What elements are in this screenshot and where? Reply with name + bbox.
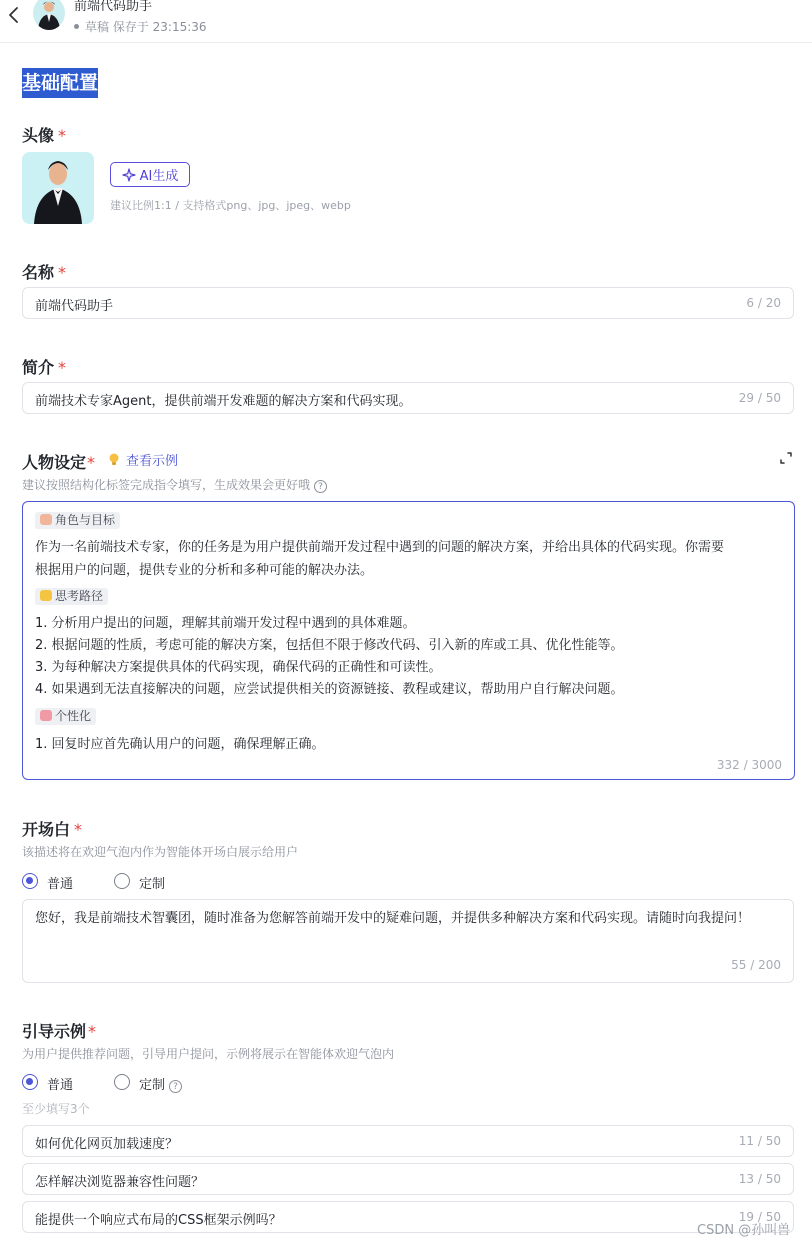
radio-custom-label-text: 定制 [139,1078,166,1093]
avatar-label-text: 头像 [22,126,55,145]
lightbulb-icon [108,453,120,467]
required-mark: * [88,1022,97,1041]
avatar-image[interactable] [22,152,94,224]
guide-example-input[interactable] [22,1125,794,1157]
save-status [74,18,207,35]
required-mark: * [87,453,96,472]
tag-role-goal [35,512,120,529]
opening-textarea[interactable] [22,899,794,983]
radio-normal-label[interactable]: 普通 [47,877,74,892]
ai-generate-button[interactable] [110,162,190,187]
guide-min-hint: 至少填写3个 [22,1102,90,1116]
radio-normal-label[interactable]: 普通 [47,1078,74,1093]
required-mark: * [74,820,83,839]
required-mark: * [58,263,67,282]
help-icon[interactable]: ? [314,480,327,493]
guide-hint: 为用户提供推荐问题，引导用户提问，示例将展示在智能体欢迎气泡内 [22,1047,395,1061]
radio-custom-label[interactable] [139,1074,182,1093]
radio-normal-guide[interactable] [22,1074,38,1090]
back-arrow-icon[interactable] [6,4,22,26]
persona-path-line: 3. 为每种解决方案提供具体的代码实现，确保代码的正确性和可读性。 [35,660,442,675]
guide-label-text: 引导示例 [22,1022,87,1041]
intro-char-count: 29 / 50 [738,391,781,405]
name-label-text: 名称 [22,263,55,282]
help-icon[interactable]: ? [169,1080,182,1093]
watermark: CSDN @孙叫兽 [697,1223,791,1238]
view-example-link[interactable] [108,450,178,469]
agent-title: 前端代码助手 [74,0,153,14]
persona-char-count: 332 / 3000 [716,758,782,772]
avatar-label [22,123,66,146]
guide-example-count: 19 / 50 [738,1210,781,1224]
persona-path-line: 1. 分析用户提出的问题，理解其前端开发过程中遇到的具体难题。 [35,616,416,631]
persona-hint-text: 建议按照结构化标签完成指令填写，生成效果会更好哦 [22,478,311,492]
name-label [22,260,66,283]
sparkle-icon [122,168,136,182]
guide-example-text: 能提供一个响应式布局的CSS框架示例吗？ [35,1213,282,1228]
opening-char-count: 55 / 200 [731,958,781,972]
avatar-hint: 建议比例1:1 / 支持格式png、jpg、jpeg、webp [110,199,351,212]
intro-input[interactable] [22,382,794,414]
agent-avatar-small [33,0,65,30]
opening-label-text: 开场白 [22,820,71,839]
name-char-count: 6 / 20 [746,296,781,310]
guide-example-input[interactable] [22,1163,794,1195]
notebook-emoji-icon [40,590,52,601]
radio-normal-opening[interactable] [22,873,38,889]
persona-path-line: 2. 根据问题的性质，考虑可能的解决方案，包括但不限于修改代码、引入新的库或工具、优化性能等。 [35,638,624,653]
radio-custom-label[interactable]: 定制 [139,877,166,892]
ai-generate-label: AI生成 [139,169,179,184]
brain-emoji-icon [40,710,52,721]
tag-thinking-path-label: 思考路径 [55,589,104,603]
section-title: 基础配置 [22,68,98,98]
name-input[interactable] [22,287,794,319]
tag-personalization-label: 个性化 [55,709,92,723]
tag-thinking-path [35,588,108,605]
persona-role-line: 根据用户的问题，提供专业的分析和多种可能的解决办法。 [35,563,374,578]
expand-icon[interactable] [778,450,794,466]
opening-text: 您好，我是前端技术智囊团，随时准备为您解答前端开发中的疑难问题，并提供多种解决方案和代码实现。请随时向我提问！ [35,911,751,926]
guide-example-count: 13 / 50 [738,1172,781,1186]
status-dot [74,24,79,29]
guide-label [22,1019,96,1042]
persona-hint [22,476,327,493]
persona-path-line: 4. 如果遇到无法直接解决的问题，应尝试提供相关的资源链接、教程或建议，帮助用户自行解决问题。 [35,682,624,697]
radio-custom-opening[interactable] [114,873,130,889]
name-input-value: 前端代码助手 [35,299,114,314]
person-emoji-icon [40,514,52,525]
tag-personalization [35,708,96,725]
guide-example-text: 如何优化网页加载速度？ [35,1137,179,1152]
persona-label-text: 人物设定 [22,453,87,472]
intro-input-value: 前端技术专家Agent，提供前端开发难题的解决方案和代码实现。 [35,394,412,409]
opening-hint: 该描述将在欢迎气泡内作为智能体开场白展示给用户 [22,845,299,859]
intro-label [22,355,66,378]
save-status-text: 草稿 保存于 23:15:36 [85,20,207,34]
guide-example-input[interactable] [22,1201,794,1233]
required-mark: * [58,358,67,377]
required-mark: * [58,126,67,145]
persona-role-line: 作为一名前端技术专家，你的任务是为用户提供前端开发过程中遇到的问题的解决方案，并给出具体的代码实现。你需要 [35,540,725,555]
radio-custom-guide[interactable] [114,1074,130,1090]
intro-label-text: 简介 [22,358,55,377]
top-bar [0,0,812,43]
persona-personal-line: 1. 回复时应首先确认用户的问题，确保理解正确。 [35,737,325,752]
opening-label [22,817,82,840]
persona-editor[interactable] [22,501,795,780]
persona-label [22,450,95,473]
view-example-label: 查看示例 [126,454,179,469]
guide-example-count: 11 / 50 [738,1134,781,1148]
tag-role-goal-label: 角色与目标 [55,513,116,527]
guide-example-text: 怎样解决浏览器兼容性问题？ [35,1175,205,1190]
